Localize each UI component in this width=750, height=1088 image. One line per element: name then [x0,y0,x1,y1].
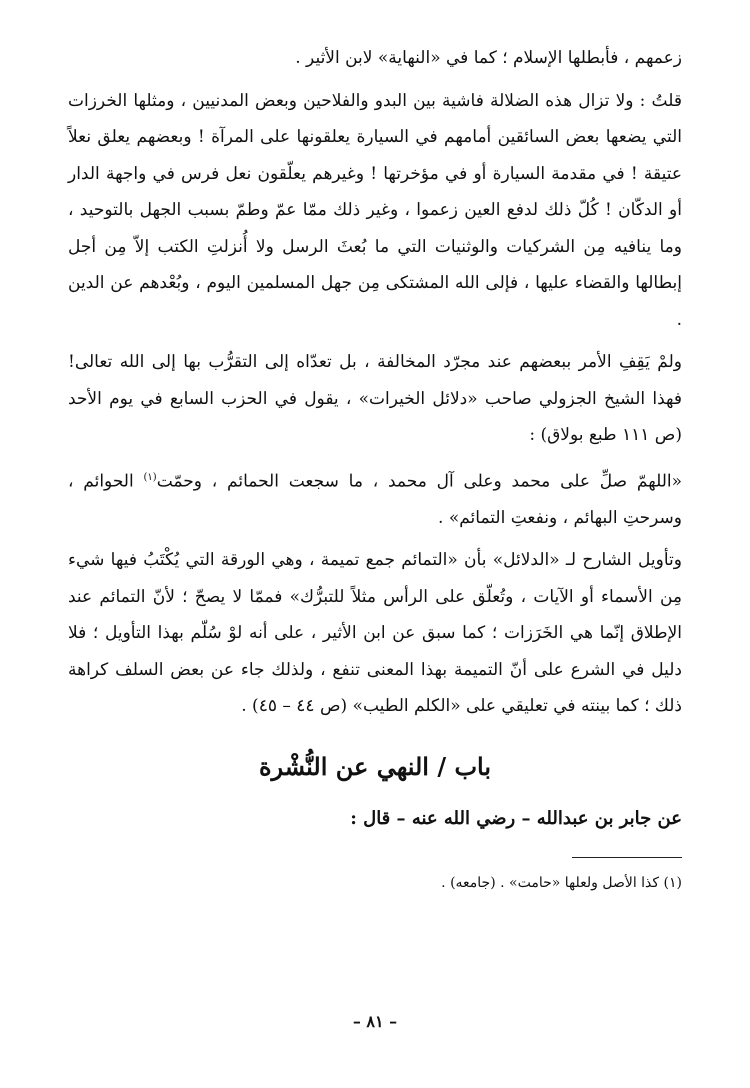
paragraph-dalail: ولمْ يَقِفِ الأمر ببعضهم عند مجرّد المخالفة ، بل تعدّاه إلى التقرُّب بها إلى الله تعالى! فهذا الشيخ الجزولي صاحب «دلائل الخيرات» ، يقول في الحزب السابع في يوم الأحد (ص ١١١ طبع بولاق) : [68,352,682,445]
hadith-intro: عن جابر بن عبدالله – رضي الله عنه – قال : [350,807,682,829]
footnote-marker: (١) [143,471,157,483]
page-number: – ٨١ – [352,1012,398,1031]
footnote-divider [572,857,682,858]
footnote-text: (١) كذا الأصل ولعلها «حامت» . (جامعه) . [441,874,682,891]
paragraph-opening: زعمهم ، فأبطلها الإسلام ؛ كما في «النهاية» لابن الأثير . [295,48,682,68]
prayer-text-start: «اللهمّ صلِّ على محمد وعلى آل محمد ، ما سجعت الحمائم ، وحمّت [156,471,682,492]
chapter-heading: باب / النهي عن النُّشْرة [258,751,492,781]
paragraph-interpretation: وتأويل الشارح لـ «الدلائل» بأن «التمائم جمع تميمة ، وهي الورقة التي يُكْتَبُ فيها شيء مِن الأسماء أو الآيات ، وتُعلّق على الرأس مثلاً للتبرُّك» فممّا لا يصحّ ؛ لأنّ التمائم عند الإطلاق إنّما هي الخَرَزات ؛ كما سبق عن ابن الأثير ، على أنه لوْ سُلّم بهذا التأويل ؛ فلا دليل في الشرع على أنّ التميمة بهذا المعنى تنفع ، ولذلك جاء عن بعض السلف كراهة ذلك ؛ كما بينته في تعليقي على «الكلم الطيب» (ص ٤٤ – ٤٥) . [68,550,682,717]
paragraph-prayer-quote [68,460,682,537]
prayer-text-end: الحوائم ، وسرحتِ البهائم ، ونفعتِ التمائم» . [68,471,682,528]
paragraph-comment: قلتُ : ولا تزال هذه الضلالة فاشية بين البدو والفلاحين وبعض المدنيين ، ومثلها الخرزات التي يضعها بعض السائقين أمامهم في السيارة يعلقونها على المرآة ! وبعضهم يعلق نعلاً عتيقة ! في مقدمة السيارة أو في مؤخرتها ! وغيرهم يعلّقون نعل فرس في واجهة الدار أو الدكّان ! كُلّ ذلك لدفع العين زعموا ، وغير ذلك ممّا عمّ وطمّ بسبب الجهل بالتوحيد ، وما ينافيه مِن الشركيات والوثنيات التي ما بُعثَ الرسل ولا أُنزلتِ الكتب إلاّ مِن أجل إبطالها والقضاء عليها ، فإلى الله المشتكى مِن جهل المسلمين اليوم ، وبُعْدهم عن الدين . [68,90,682,330]
